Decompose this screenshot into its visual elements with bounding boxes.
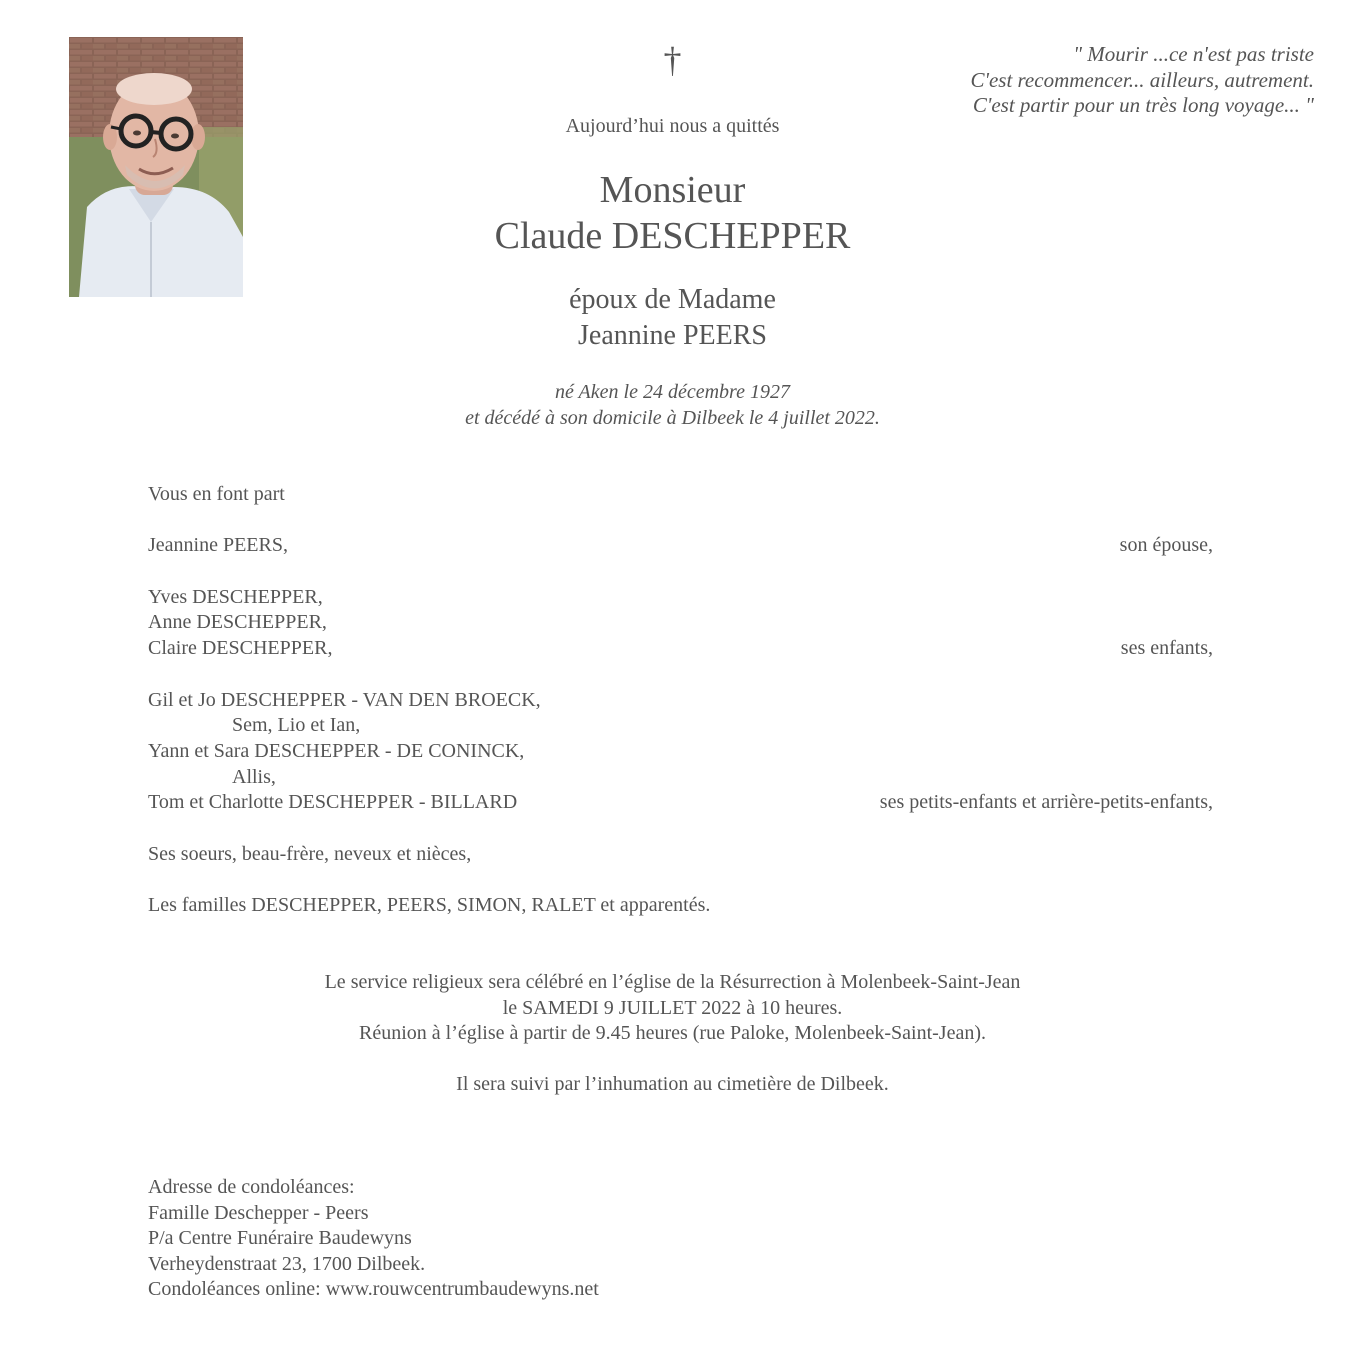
family-member-name: Sem, Lio et Ian, bbox=[232, 714, 361, 737]
family-role: ses petits-enfants et arrière-petits-enfants, bbox=[879, 791, 1213, 814]
family-member-name: Anne DESCHEPPER, bbox=[148, 611, 327, 634]
spacer bbox=[148, 559, 1213, 585]
service-line: Le service religieux sera célébré en l’église de la Résurrection à Molenbeek-Saint-Jean bbox=[324, 971, 1021, 993]
spouse-line2: Jeannine PEERS bbox=[578, 320, 767, 351]
service-info bbox=[0, 970, 1345, 1098]
burial-line: Il sera suivi par l’inhumation au cimetière de Dilbeek. bbox=[456, 1073, 889, 1095]
family-member-name: Claire DESCHEPPER, bbox=[148, 637, 333, 660]
family-member-name: Tom et Charlotte DESCHEPPER - BILLARD bbox=[148, 791, 518, 814]
spouse-line1: époux de Madame bbox=[569, 284, 776, 315]
family-role: ses enfants, bbox=[1120, 637, 1213, 660]
family-extended: Les familles DESCHEPPER, PEERS, SIMON, RALET et apparentés. bbox=[148, 894, 711, 916]
spacer bbox=[148, 662, 1213, 688]
spacer bbox=[148, 867, 1213, 893]
family-row-children bbox=[148, 636, 1213, 662]
poem-quote bbox=[970, 42, 1314, 119]
family-row-grandchildren bbox=[148, 790, 1213, 816]
family-row-spouse bbox=[148, 533, 1213, 559]
death-line: et décédé à son domicile à Dilbeek le 4 juillet 2022. bbox=[465, 406, 880, 429]
intro-text: Aujourd’hui nous a quittés bbox=[565, 115, 780, 137]
condolences-address bbox=[148, 1175, 599, 1303]
poem-line: C'est partir pour un très long voyage... " bbox=[972, 93, 1314, 117]
spacer bbox=[148, 508, 1213, 534]
service-line: le SAMEDI 9 JUILLET 2022 à 10 heures. bbox=[502, 996, 843, 1019]
family-siblings: Ses soeurs, beau-frère, neveux et nièces, bbox=[148, 842, 472, 865]
condolences-online-link[interactable]: Condoléances online: www.rouwcentrumbaudewyns.net bbox=[148, 1278, 599, 1300]
spacer bbox=[148, 816, 1213, 842]
family-member-name: Jeannine PEERS, bbox=[148, 534, 288, 557]
condolences-line: Famille Deschepper - Peers bbox=[148, 1201, 369, 1224]
cross-icon: † bbox=[663, 40, 682, 80]
family-intro: Vous en font part bbox=[148, 483, 285, 505]
family-role: son épouse, bbox=[1119, 534, 1213, 557]
family-member-name: Yves DESCHEPPER, bbox=[148, 585, 323, 608]
deceased-name: Claude DESCHEPPER bbox=[494, 215, 851, 257]
service-line: Réunion à l’église à partir de 9.45 heures (rue Paloke, Molenbeek-Saint-Jean). bbox=[358, 1022, 986, 1044]
condolences-line: Verheydenstraat 23, 1700 Dilbeek. bbox=[148, 1252, 426, 1275]
deceased-title: Monsieur bbox=[599, 169, 746, 211]
spacer bbox=[0, 1047, 1345, 1073]
poem-line: C'est recommencer... ailleurs, autrement. bbox=[970, 67, 1314, 92]
poem-line: " Mourir ...ce n'est pas triste bbox=[1073, 42, 1314, 66]
family-member-name: Yann et Sara DESCHEPPER - DE CONINCK, bbox=[148, 739, 525, 762]
family-list bbox=[148, 482, 1213, 919]
condolences-heading: Adresse de condoléances: bbox=[148, 1176, 355, 1198]
family-member-name: Allis, bbox=[232, 765, 276, 788]
family-member-name: Gil et Jo DESCHEPPER - VAN DEN BROECK, bbox=[148, 688, 541, 711]
birth-line: né Aken le 24 décembre 1927 bbox=[555, 381, 790, 403]
deceased-name-block bbox=[0, 167, 1345, 259]
spouse-block bbox=[0, 282, 1345, 354]
condolences-line: P/a Centre Funéraire Baudewyns bbox=[148, 1227, 412, 1249]
life-dates bbox=[0, 380, 1345, 431]
